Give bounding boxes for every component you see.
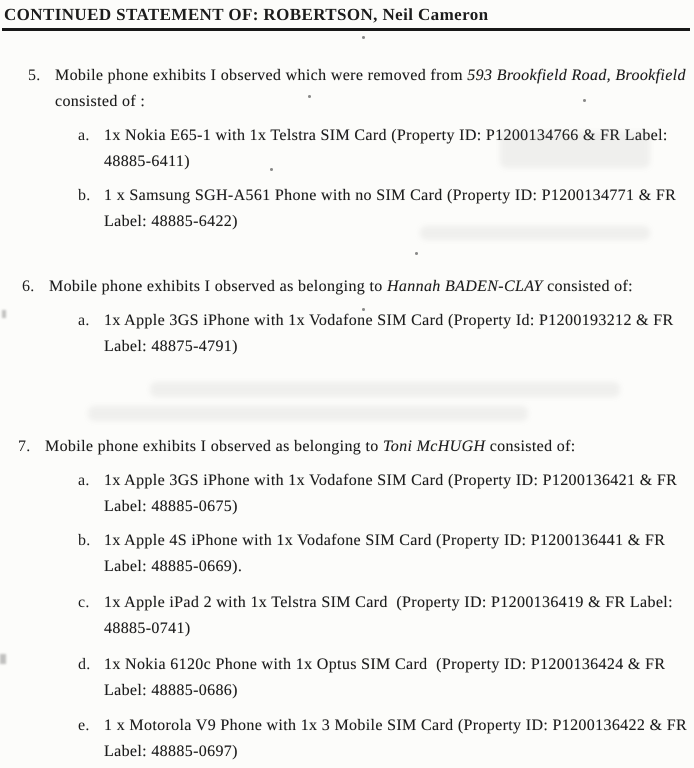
sub-item-letter: b.	[78, 187, 91, 204]
sub-item-7c	[0, 590, 694, 642]
exhibit-line1: 1x Apple 3GS iPhone with 1x Vodafone SIM Card (Property ID: P1200136421 & FR	[104, 472, 678, 489]
exhibit-line2: Label: 48875-4791)	[104, 338, 238, 355]
emphasized-address: 593 Brookfield Road, Brookfield	[467, 67, 686, 84]
sub-item-7b	[0, 528, 694, 580]
bleedthrough-smudge	[88, 406, 528, 421]
exhibit-line1: 1 x Motorola V9 Phone with 1x 3 Mobile SIM Card (Property ID: P1200136422 & FR	[104, 717, 688, 734]
scan-speck	[362, 36, 365, 39]
bleedthrough-smudge	[150, 382, 620, 397]
sub-item-7a	[0, 468, 694, 520]
item-intro	[55, 63, 694, 115]
item-number: 7.	[18, 438, 31, 455]
sub-item-letter: b.	[78, 532, 91, 549]
intro-prefix: Mobile phone exhibits I observed as belonging to	[45, 438, 383, 455]
exhibit-line2: Label: 48885-0697)	[104, 743, 238, 760]
sub-item-5b	[0, 183, 694, 235]
item-intro	[49, 274, 694, 300]
intro-prefix: Mobile phone exhibits I observed as belonging to	[49, 278, 387, 295]
item-intro	[45, 434, 694, 460]
sub-item-letter: a.	[78, 472, 90, 489]
sub-item-letter: a.	[78, 312, 90, 329]
exhibit-line1: 1 x Samsung SGH-A561 Phone with no SIM Card (Property ID: P1200134771 & FR	[104, 187, 677, 204]
sub-item-6a	[0, 308, 694, 360]
exhibit-line2: Label: 48885-0686)	[104, 682, 238, 699]
page-title: CONTINUED STATEMENT OF: ROBERTSON, Neil Cameron	[2, 0, 690, 31]
emphasized-name: Hannah BADEN-CLAY	[387, 278, 543, 295]
exhibit-line1: 1x Apple 4S iPhone with 1x Vodafone SIM Card (Property ID: P1200136441 & FR	[104, 532, 666, 549]
exhibit-line2: Label: 48885-0669).	[104, 558, 243, 575]
statement-item-6	[0, 274, 694, 360]
item-number: 5.	[28, 67, 41, 84]
item-intro-line1	[45, 434, 694, 460]
statement-item-7	[0, 434, 694, 765]
sub-item-letter: c.	[78, 594, 90, 611]
item-intro-line1	[55, 63, 694, 89]
exhibit-line1: 1x Nokia E65-1 with 1x Telstra SIM Card (Property ID: P1200134766 & FR Label:	[104, 127, 668, 144]
item-intro-line2: consisted of :	[55, 93, 146, 110]
sub-item-7e	[0, 713, 694, 765]
intro-prefix: Mobile phone exhibits I observed which were removed from	[55, 67, 468, 84]
statement-item-5	[0, 63, 694, 235]
intro-suffix: consisted of:	[485, 438, 576, 455]
exhibit-line1: 1x Apple 3GS iPhone with 1x Vodafone SIM Card (Property Id: P1200193212 & FR	[104, 312, 674, 329]
exhibit-line2: 48885-0741)	[104, 620, 191, 637]
intro-suffix: consisted of:	[542, 278, 633, 295]
exhibit-line2: Label: 48885-6422)	[104, 213, 238, 230]
exhibit-line1: 1x Nokia 6120c Phone with 1x Optus SIM Card (Property ID: P1200136424 & FR	[104, 656, 666, 673]
sub-item-5a	[0, 123, 694, 175]
item-number: 6.	[22, 278, 35, 295]
scan-speck	[415, 252, 418, 255]
emphasized-name: Toni McHUGH	[383, 438, 486, 455]
sub-item-7d	[0, 652, 694, 704]
item-intro-line1	[49, 274, 694, 300]
sub-item-letter: d.	[78, 656, 91, 673]
sub-item-letter: a.	[78, 127, 90, 144]
exhibit-line2: Label: 48885-0675)	[104, 498, 238, 515]
exhibit-line2: 48885-6411)	[104, 153, 190, 170]
exhibit-line1: 1x Apple iPad 2 with 1x Telstra SIM Card (Property ID: P1200136419 & FR Label:	[104, 594, 673, 611]
sub-item-letter: e.	[78, 717, 90, 734]
